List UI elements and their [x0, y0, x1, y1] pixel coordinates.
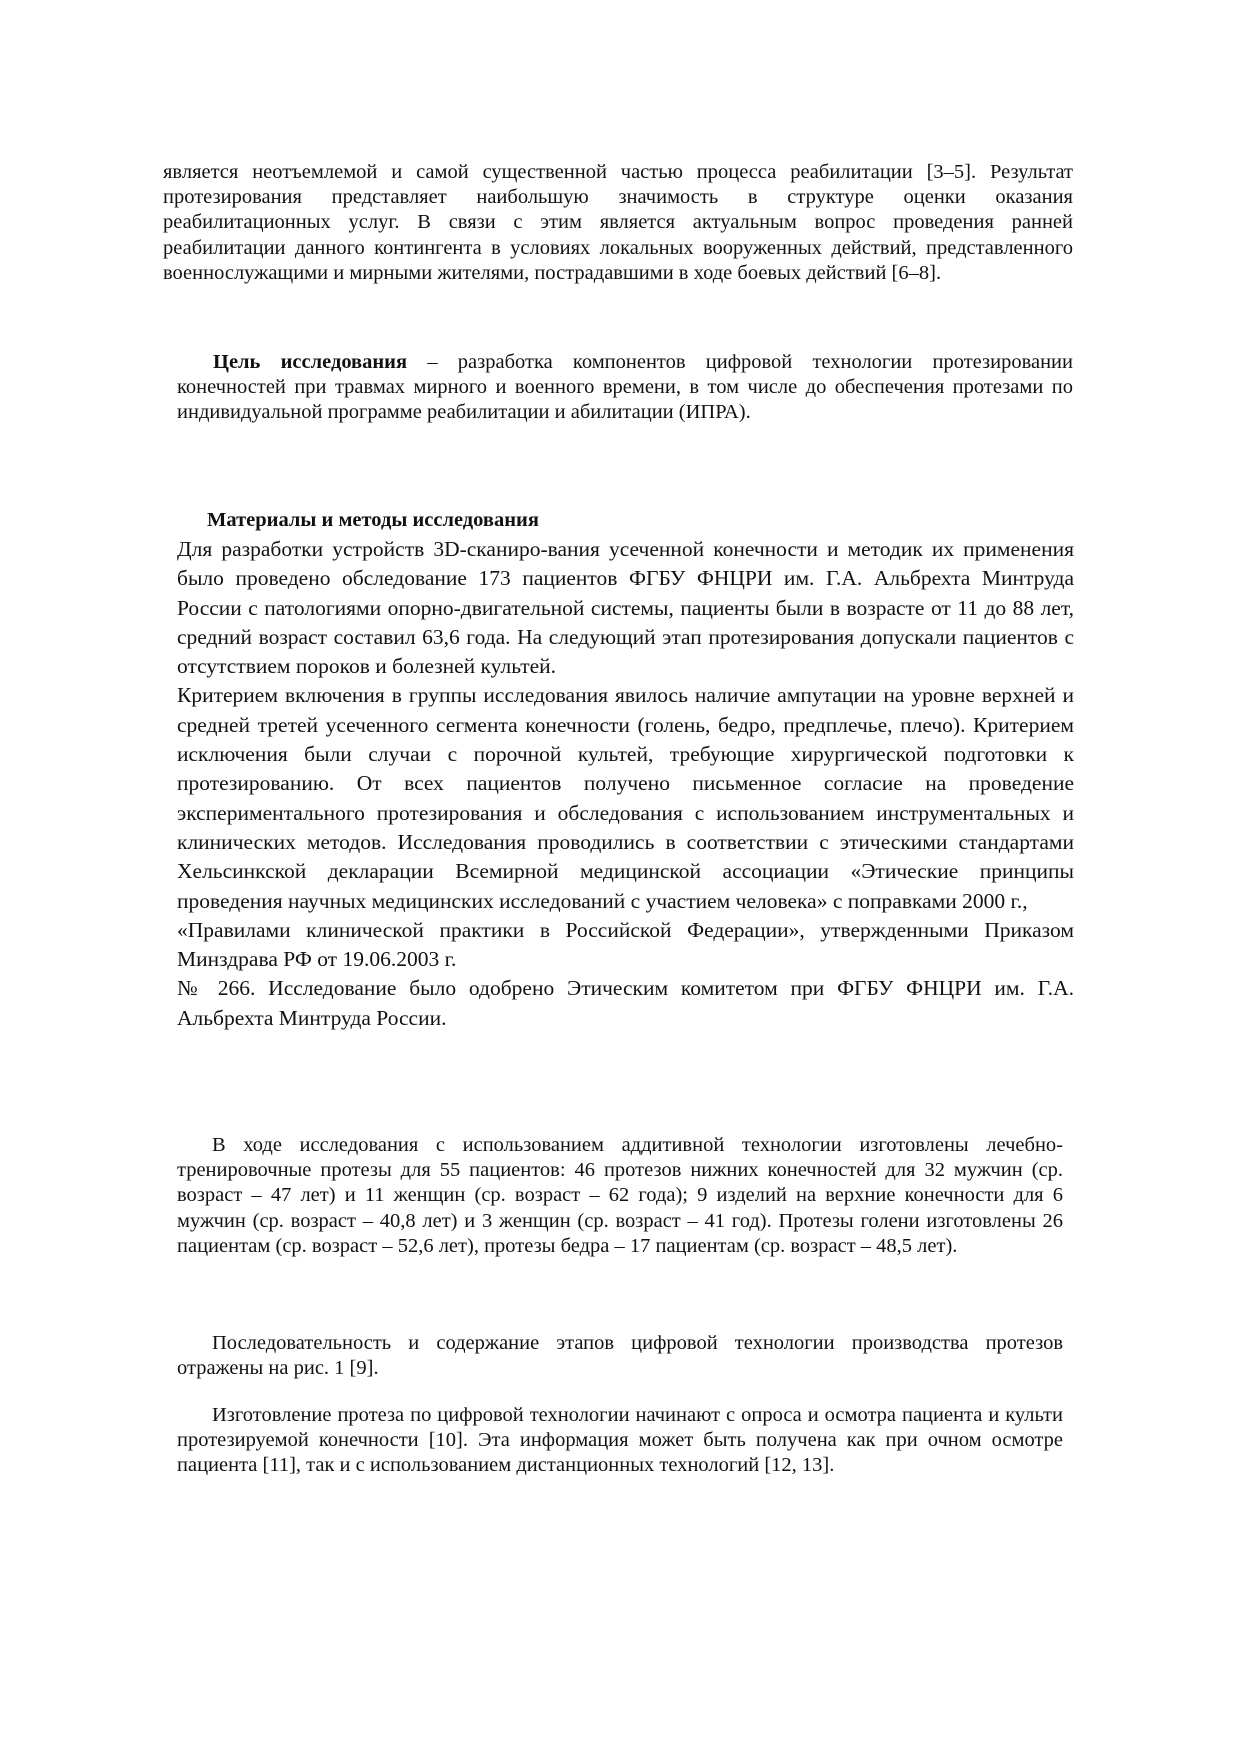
sequence-paragraph: Последовательность и содержание этапов цифровой технологии производства протезов отражены на рис. 1 [9]. [177, 1332, 1063, 1380]
aim-label: Цель исследования [213, 351, 408, 373]
methods-heading: Материалы и методы исследования [207, 509, 539, 531]
intro-paragraph: является неотъемлемой и самой существенной частью процесса реабилитации [3–5]. Результат протезирования представляет наибольшую значимость в структуре оценки оказания реабилитационных услуг. В связи с этим является актуальным вопрос проведения ранней реабилитации данного контингента в условиях локальных вооруженных действий, представленного военнослужащими и мирными жителями, пострадавшими в ходе боевых действий [6–8]. [163, 161, 1073, 284]
aim-paragraph [177, 350, 1073, 426]
results-paragraph: В ходе исследования с использованием аддитивной технологии изготовлены лечебно-тренировочные протезы для 55 пациентов: 46 протезов нижних конечностей для 32 мужчин (ср. возраст – 47 лет) и 11 женщин (ср. возраст – 62 года); 9 изделий на верхние конечности для 6 мужчин (ср. возраст – 40,8 лет) и 3 женщин (ср. возраст – 41 год). Протезы голени изготовлены 26 пациентам (ср. возраст – 52,6 лет), протезы бедра – 17 пациентам (ср. возраст – 48,5 лет). [177, 1134, 1063, 1257]
aim-text: – разработка компонентов цифровой технологии протезировании конечностей при травмах мирного и военного времени, в том числе до обеспечения протезами по индивидуальной программе реабилитации и абилитации (ИПРА). [177, 351, 1073, 424]
manufacturing-paragraph: Изготовление протеза по цифровой технологии начинают с опроса и осмотра пациента и культи протезируемой конечности [10]. Эта информация может быть получена как при очном осмотре пациента [11], так и с использованием дистанционных технологий [12, 13]. [177, 1404, 1063, 1477]
methods-paragraph: Для разработки устройств 3D-сканиро-вания усеченной конечности и методик их применения было проведено обследование 173 пациентов ФГБУ ФНЦРИ им. Г.А. Альбрехта Минтруда России с патологиями опорно-двигательной системы, пациенты были в возрасте от 11 до 88 лет, средний возраст составил 63,6 года. На следующий этап протезирования допускали пациентов с отсутствием пороков и болезней культей. Критерием включения в группы исследования явилось наличие ампутации на уровне верхней и средней третей усеченного сегмента конечности (голень, бедро, предплечье, плечо). Критерием исключения были случаи с порочной культей, требующие хирургической подготовки к протезированию. От всех пациентов получено письменное согласие на проведение экспериментального протезирования и обследования с использованием инструментальных и клинических методов. Исследования проводились в соответствии с этическими стандартами Хельсинкской декларации Всемирной медицинской ассоциации «Этические принципы проведения научных медицинских исследований с участием человека» с поправками 2000 г., «Правилами клинической практики в Российской Федерации», утвержденными Приказом Минздрава РФ от 19.06.2003 г. № 266. Исследование было одобрено Этическим комитетом при ФГБУ ФНЦРИ им. Г.А. Альбрехта Минтруда России. [177, 537, 1074, 1030]
